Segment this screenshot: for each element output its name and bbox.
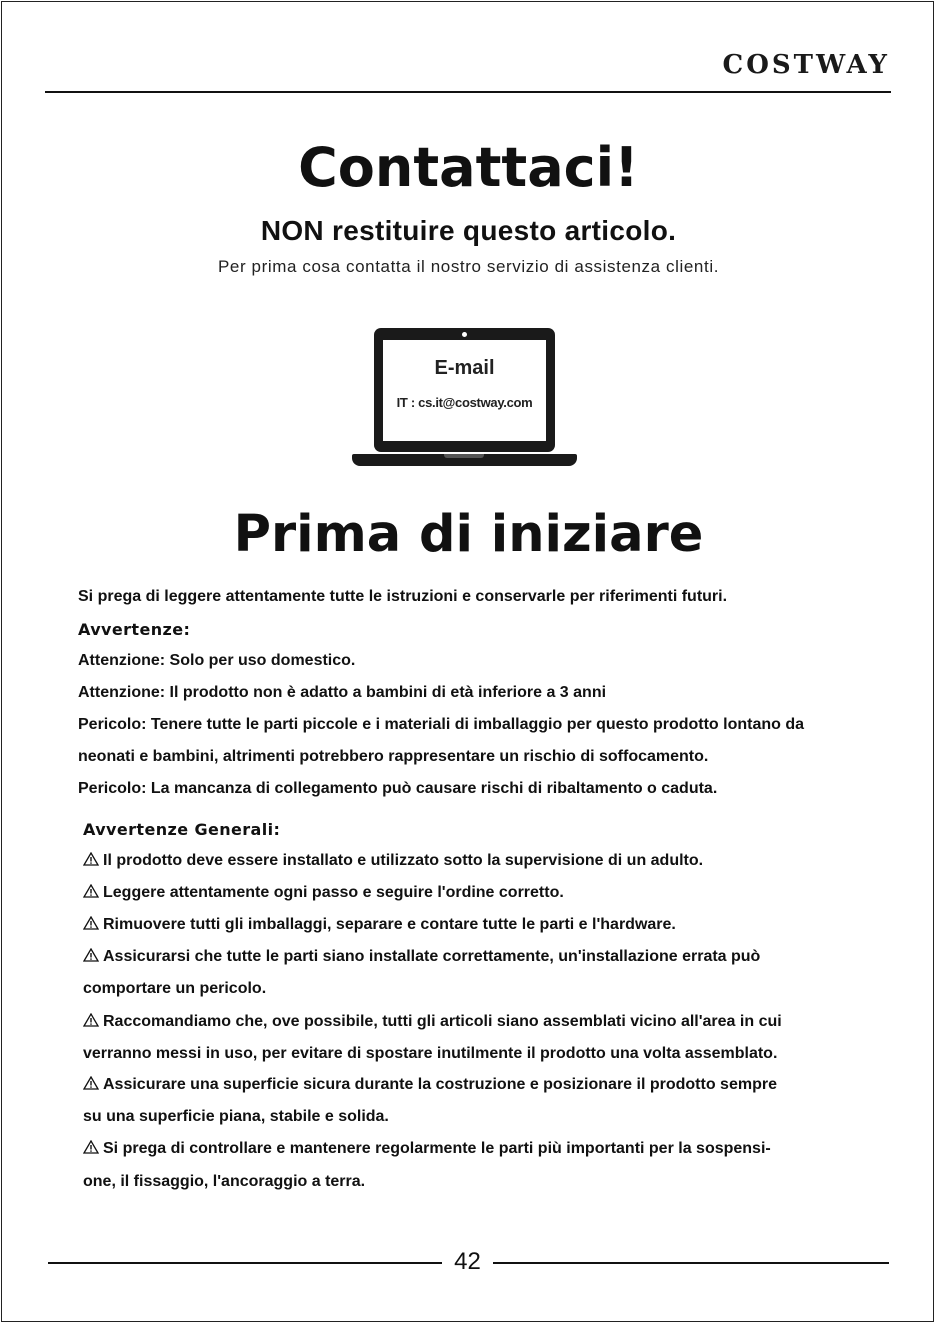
general-warning-continuation: one, il fissaggio, l'ancoraggio a terra. bbox=[83, 1173, 366, 1190]
warnings-label: Avvertenze: bbox=[78, 620, 191, 639]
laptop-base bbox=[352, 454, 577, 466]
laptop-display bbox=[383, 340, 546, 441]
general-warning-continuation: su una superficie piana, stabile e solida. bbox=[83, 1108, 389, 1125]
warning-line: Attenzione: Solo per uso domestico. bbox=[78, 652, 356, 669]
before-you-start-title: Prima di iniziare bbox=[233, 505, 704, 564]
footer-divider-left bbox=[48, 1262, 442, 1264]
general-warning-text: Raccomandiamo che, ove possibile, tutti gli articoli siano assemblati vicino all'area in cui bbox=[103, 1013, 782, 1030]
general-warning-text: Si prega di controllare e mantenere regolarmente le parti più importanti per la sospensi- bbox=[103, 1140, 771, 1157]
laptop-icon bbox=[352, 328, 577, 470]
laptop-screen bbox=[374, 328, 555, 452]
contact-title: Contattaci! bbox=[298, 136, 639, 199]
general-warning-item bbox=[83, 948, 760, 966]
general-warning-continuation: verranno messi in uso, per evitare di spostare inutilmente il prodotto una volta assemblato. bbox=[83, 1045, 778, 1062]
laptop-notch bbox=[444, 454, 484, 458]
warning-triangle-icon bbox=[83, 916, 99, 930]
warning-triangle-icon bbox=[83, 948, 99, 962]
warning-triangle-icon bbox=[83, 884, 99, 898]
warning-triangle-icon bbox=[83, 1140, 99, 1154]
warning-line: Pericolo: Tenere tutte le parti piccole e i materiali di imballaggio per questo prodotto lontano da bbox=[78, 716, 805, 733]
warning-line: Pericolo: La mancanza di collegamento può causare rischi di ribaltamento o caduta. bbox=[78, 780, 718, 797]
general-warning-item bbox=[83, 1013, 782, 1031]
general-warning-item bbox=[83, 1076, 777, 1094]
general-warning-continuation: comportare un pericolo. bbox=[83, 980, 267, 997]
general-warning-item bbox=[83, 852, 703, 870]
camera-dot bbox=[462, 332, 467, 337]
warning-triangle-icon bbox=[83, 1013, 99, 1027]
general-warnings-label: Avvertenze Generali: bbox=[83, 820, 281, 839]
warning-line: neonati e bambini, altrimenti potrebbero rappresentare un rischio di soffocamento. bbox=[78, 748, 709, 765]
brand-logo: COSTWAY bbox=[722, 50, 890, 80]
general-warning-text: Il prodotto deve essere installato e utilizzato sotto la supervisione di un adulto. bbox=[103, 852, 704, 869]
intro-text: Si prega di leggere attentamente tutte le istruzioni e conservarle per riferimenti futuri. bbox=[78, 588, 728, 605]
warning-triangle-icon bbox=[83, 852, 99, 866]
general-warning-item bbox=[83, 1140, 771, 1158]
do-not-return-heading: NON restituire questo articolo. bbox=[260, 215, 677, 246]
general-warning-text: Rimuovere tutti gli imballaggi, separare e contare tutte le parti e l'hardware. bbox=[103, 916, 676, 933]
warning-line: Attenzione: Il prodotto non è adatto a bambini di età inferiore a 3 anni bbox=[78, 684, 607, 701]
email-address[interactable]: IT : cs.it@costway.com bbox=[396, 395, 533, 410]
email-label: E-mail bbox=[434, 357, 495, 379]
general-warning-text: Assicurarsi che tutte le parti siano installate correttamente, un'installazione errata può bbox=[103, 948, 761, 965]
general-warning-item bbox=[83, 916, 676, 934]
contact-subtitle: Per prima cosa contatta il nostro servizio di assistenza clienti. bbox=[217, 257, 720, 276]
page-number: 42 bbox=[454, 1248, 481, 1275]
header-divider bbox=[45, 91, 891, 93]
general-warning-text: Leggere attentamente ogni passo e seguire l'ordine corretto. bbox=[103, 884, 564, 901]
warning-triangle-icon bbox=[83, 1076, 99, 1090]
general-warning-text: Assicurare una superficie sicura durante la costruzione e posizionare il prodotto sempre bbox=[103, 1076, 777, 1093]
general-warning-item bbox=[83, 884, 564, 902]
footer-divider-right bbox=[493, 1262, 889, 1264]
